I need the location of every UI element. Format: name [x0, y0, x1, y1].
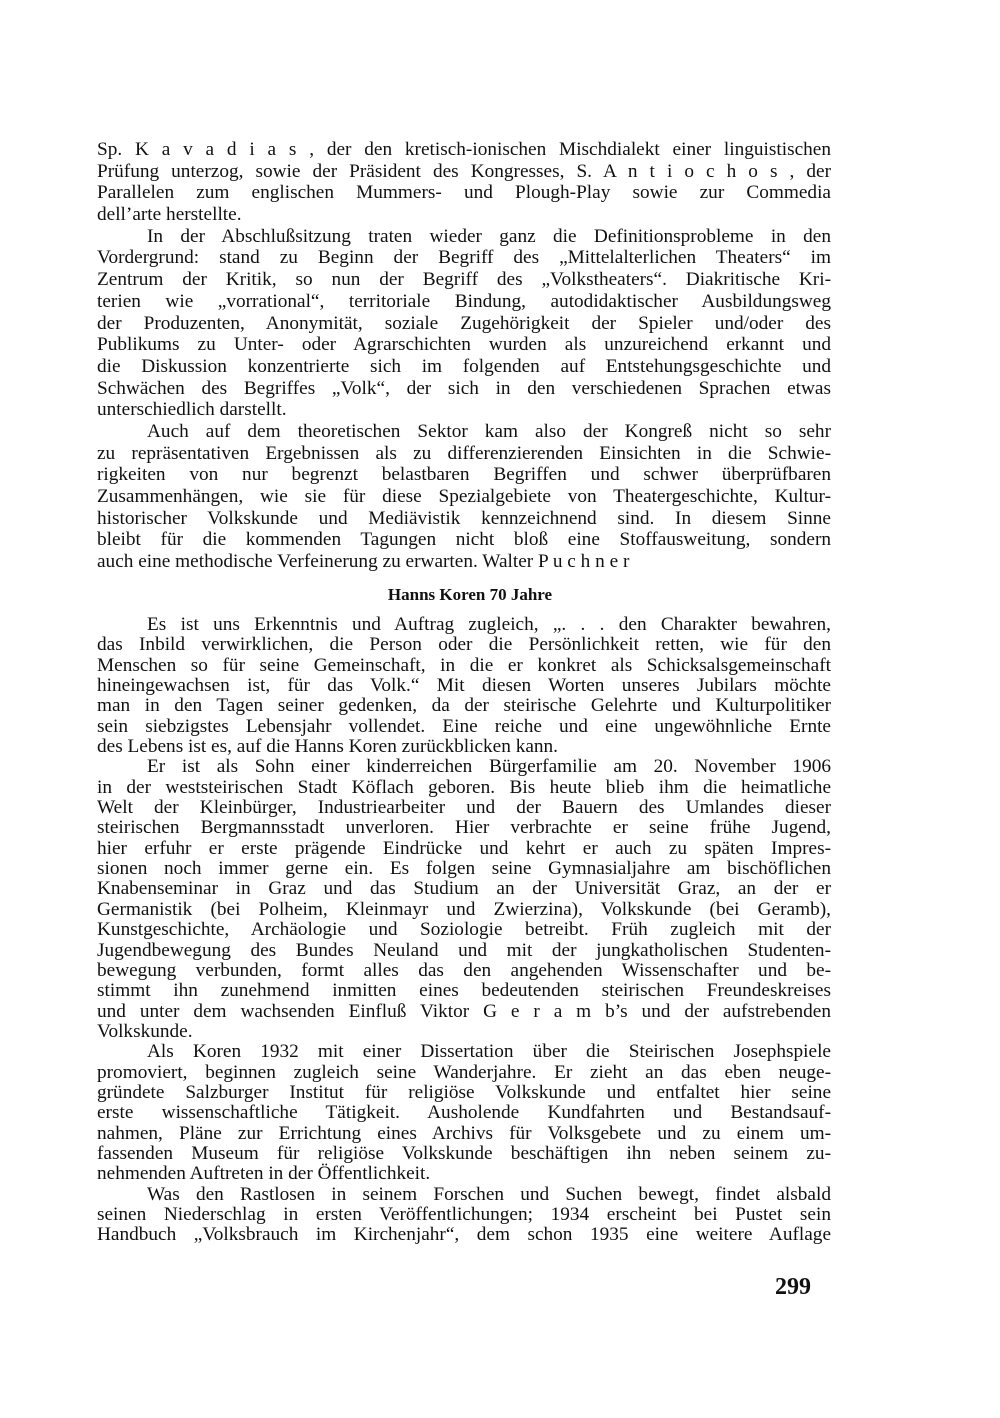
text-line: Vordergrund: stand zu Beginn der Begriff des „Mittelalterlichen Theaters“ im — [97, 247, 831, 269]
text-line: in der weststeirischen Stadt Köflach geboren. Bis heute blieb ihm die heimatliche — [97, 776, 831, 798]
text-line: der Produzenten, Anonymität, soziale Zugehörigkeit der Spieler und/oder des — [97, 312, 831, 334]
text-line: erste wissenschaftliche Tätigkeit. Ausholende Kundfahrten und Bestandsauf- — [97, 1102, 831, 1124]
text-line: Als Koren 1932 mit einer Dissertation über die Steirischen Josephspiele — [147, 1041, 831, 1063]
text-line: seinen Niederschlag in ersten Veröffentlichungen; 1934 erscheint bei Pustet sein — [97, 1203, 831, 1225]
text-line: steirischen Bergmannsstadt unverloren. Hier verbrachte er seine frühe Jugend, — [97, 817, 831, 839]
article-continuation — [97, 139, 831, 573]
paragraph — [97, 615, 831, 757]
text-line: unterschiedlich darstellt. — [97, 399, 287, 421]
text-line: man in den Tagen seiner gedenken, da der steirische Gelehrte und Kulturpolitiker — [97, 695, 831, 717]
paragraph — [97, 1042, 831, 1184]
paragraph — [97, 421, 831, 573]
text-line: hineingewachsen ist, für das Volk.“ Mit diesen Worten unseres Jubilars möchte — [97, 675, 831, 697]
paragraph — [97, 1185, 831, 1246]
text-line: Zentrum der Kritik, so nun der Begriff des „Volkstheaters“. Diakritische Kri- — [97, 269, 831, 291]
text-line: Jugendbewegung des Bundes Neuland und mit der jungkatholischen Studenten- — [97, 939, 831, 961]
paragraph — [97, 139, 831, 226]
text-line: gründete Salzburger Institut für religiöse Volkskunde und entfaltet hier seine — [97, 1081, 831, 1103]
text-line: Auch auf dem theoretischen Sektor kam also der Kongreß nicht so sehr — [147, 420, 831, 442]
text-line: sein siebzigstes Lebensjahr vollendet. Eine reiche und eine ungewöhnliche Ernte — [97, 715, 831, 737]
text-line: Menschen so für seine Gemeinschaft, in die er konkret als Schicksalsgemeinschaft — [97, 654, 831, 676]
text-line: bewegung verbunden, formt alles das den angehenden Wissenschafter und be- — [97, 959, 831, 981]
page-number: 299 — [775, 1274, 811, 1300]
text-line: Er ist als Sohn einer kinderreichen Bürgerfamilie am 20. November 1906 — [147, 756, 831, 778]
text-line: zu repräsentativen Ergebnissen als zu differenzierenden Einsichten in die Schwie- — [97, 442, 831, 464]
text-line: Welt der Kleinbürger, Industriearbeiter und der Bauern des Umlandes dieser — [97, 797, 831, 819]
text-line: Zusammenhängen, wie sie für diese Spezialgebiete von Theatergeschichte, Kultur- — [97, 486, 831, 507]
paragraph — [97, 757, 831, 1042]
text-line: rigkeiten von nur begrenzt belastbaren Begriffen und schwer überprüfbaren — [97, 464, 831, 486]
text-line: Kunstgeschichte, Archäologie und Soziologie betreibt. Früh zugleich mit der — [97, 919, 831, 941]
text-line: bleibt für die kommenden Tagungen nicht bloß eine Stoffausweitung, sondern — [97, 529, 831, 551]
text-line: Knabenseminar in Graz und das Studium an der Universität Graz, an der er — [97, 878, 831, 900]
text-line: Sp. K a v a d i a s , der den kretisch-ionischen Mischdialekt einer linguistischen — [97, 139, 831, 160]
section-heading: Hanns Koren 70 Jahre — [387, 585, 553, 604]
text-line: nehmenden Auftreten in der Öffentlichkeit. — [97, 1163, 431, 1185]
text-line: historischer Volkskunde und Mediävistik kennzeichnend sind. In diesem Sinne — [97, 507, 831, 529]
text-line: Prüfung unterzog, sowie der Präsident des Kongresses, S. A n t i o c h o s , der — [97, 160, 831, 182]
text-line: Was den Rastlosen in seinem Forschen und Suchen bewegt, findet alsbald — [147, 1183, 831, 1205]
text-line: auch eine methodische Verfeinerung zu erwarten. Walter P u c h n e r — [97, 551, 630, 573]
text-line: stimmt ihn zunehmend inmitten eines bedeutenden steirischen Freundeskreises — [97, 980, 831, 1002]
article-hanns-koren — [97, 615, 831, 1246]
text-line: nahmen, Pläne zur Errichtung eines Archivs für Volksgebete und zu einem um- — [97, 1122, 831, 1144]
text-line: promoviert, beginnen zugleich seine Wanderjahre. Er zieht an das eben neuge- — [97, 1061, 831, 1083]
text-line: hier erfuhr er erste prägende Eindrücke und kehrt er auch zu späten Impres- — [97, 837, 831, 859]
text-line: Publikums zu Unter- oder Agrarschichten wurden als unzureichend erkannt und — [97, 334, 831, 356]
text-line: terien wie „vorrational“, territoriale Bindung, autodidaktischer Ausbildungsweg — [97, 290, 831, 312]
text-line: Handbuch „Volksbrauch im Kirchenjahr“, dem schon 1935 eine weitere Auflage — [97, 1224, 831, 1246]
text-line: Es ist uns Erkenntnis und Auftrag zugleich, „. . . den Charakter bewahren, — [147, 614, 831, 635]
text-line: Parallelen zum englischen Mummers- und Plough-Play sowie zur Commedia — [97, 182, 831, 204]
text-line: und unter dem wachsenden Einfluß Viktor G e r a m b’s und der aufstrebenden — [97, 1000, 831, 1022]
text-line: die Diskussion konzentrierte sich im folgenden auf Entstehungsgeschichte und — [97, 355, 831, 377]
text-line: des Lebens ist es, auf die Hanns Koren zurückblicken kann. — [97, 736, 558, 758]
text-line: Schwächen des Begriffes „Volk“, der sich in den verschiedenen Sprachen etwas — [97, 377, 831, 399]
text-line: Volkskunde. — [97, 1020, 193, 1042]
text-line: In der Abschlußsitzung traten wieder ganz die Definitionsprobleme in den — [147, 225, 831, 247]
text-line: Germanistik (bei Polheim, Kleinmayr und Zwierzina), Volkskunde (bei Geramb), — [97, 898, 831, 920]
text-line: fassenden Museum für religiöse Volkskunde beschäftigen ihn neben seinem zu- — [97, 1142, 831, 1164]
text-line: dell’arte herstellte. — [97, 204, 242, 226]
text-line: das Inbild verwirklichen, die Person oder die Persönlichkeit retten, wie für den — [97, 634, 831, 656]
paragraph — [97, 226, 831, 421]
text-line: sionen noch immer gerne ein. Es folgen seine Gymnasialjahre am bischöflichen — [97, 858, 831, 880]
